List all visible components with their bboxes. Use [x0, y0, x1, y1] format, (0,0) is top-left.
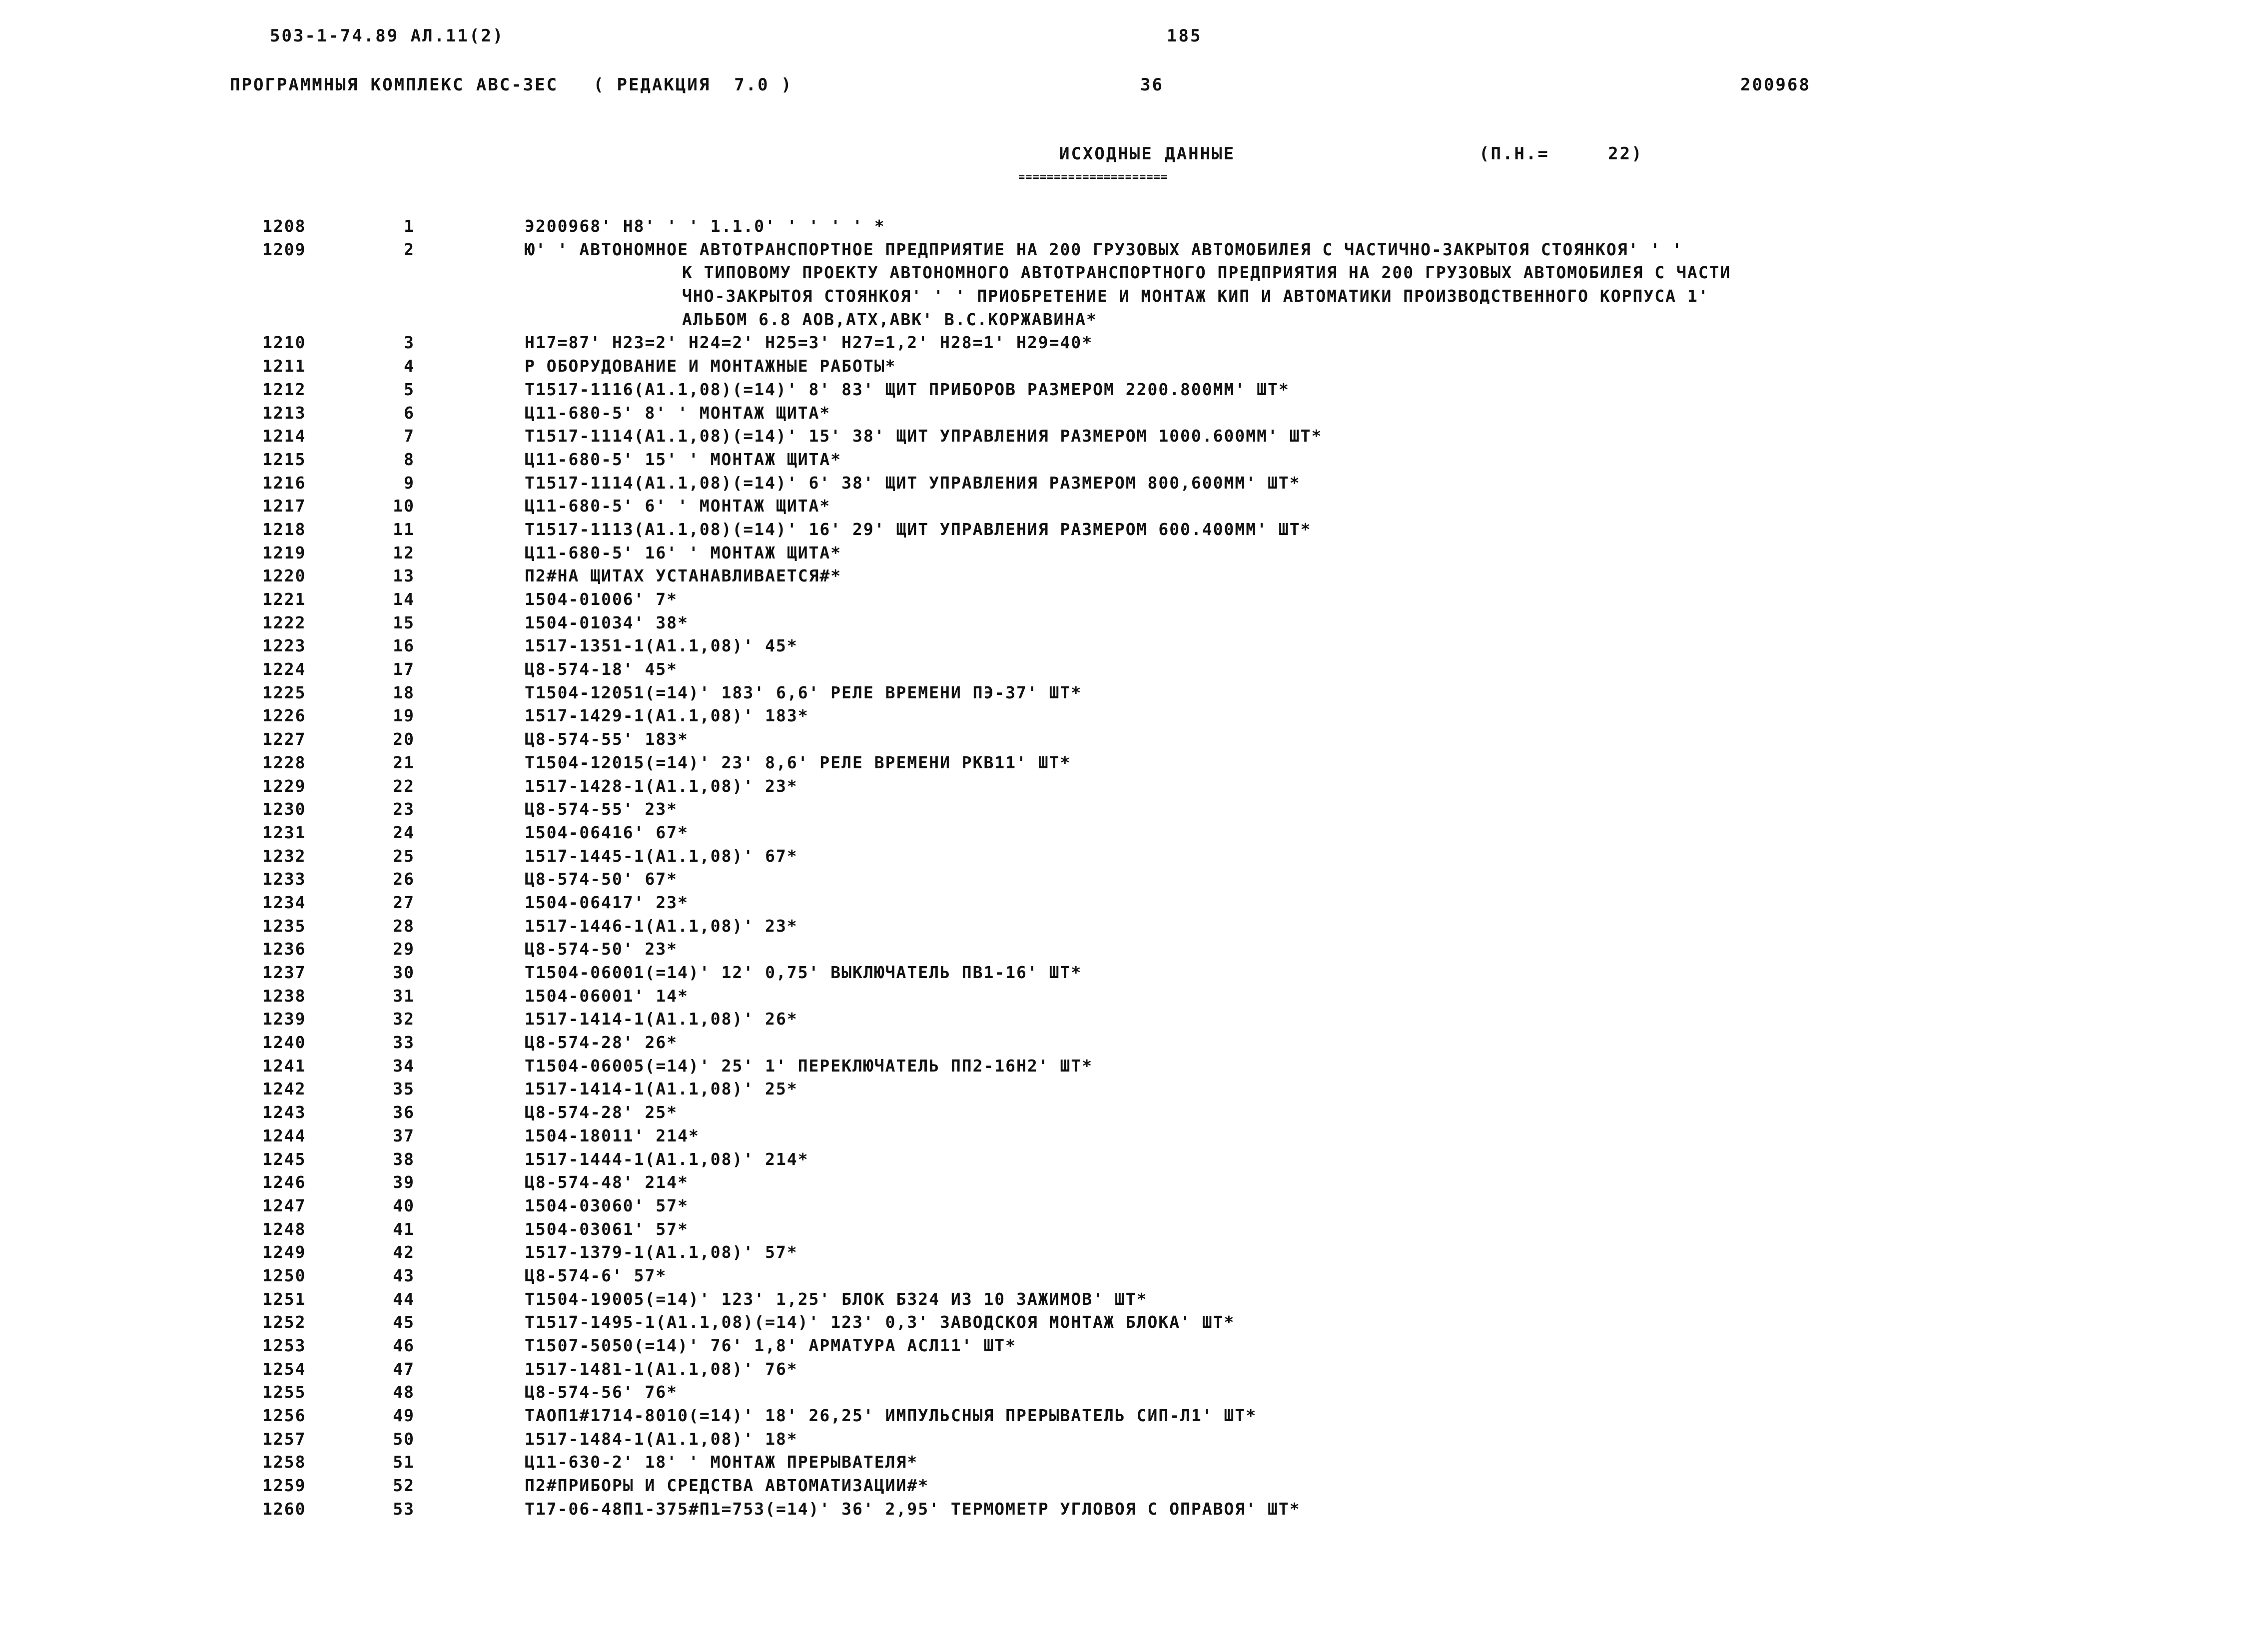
record-index: 8 [404, 449, 415, 469]
table-row [0, 1078, 2243, 1101]
record-index: 44 [393, 1289, 415, 1309]
table-row [0, 1288, 2243, 1311]
line-number: 1216 [262, 473, 306, 493]
table-row [0, 915, 2243, 938]
record-index: 46 [393, 1336, 415, 1355]
record-index: 22 [393, 776, 415, 796]
line-number: 1212 [262, 379, 306, 399]
table-row [0, 1194, 2243, 1218]
line-number: 1255 [262, 1382, 306, 1402]
record-text: 1517-1446-1(А1.1,08)' 23* [525, 916, 798, 936]
record-text: Т1517-1114(А1.1,08)(=14)' 15' 38' ЩИТ УПРАВЛЕНИЯ РАЗМЕРОМ 1000.600ММ' ШТ* [525, 426, 1323, 446]
line-number: 1258 [262, 1452, 306, 1472]
record-text: 1517-1351-1(А1.1,08)' 45* [525, 636, 798, 656]
record-text: Ц8-574-56' 76* [525, 1382, 678, 1402]
record-text: Т1517-1114(А1.1,08)(=14)' 6' 38' ЩИТ УПРАВЛЕНИЯ РАЗМЕРОМ 800,600ММ' ШТ* [525, 473, 1301, 493]
line-number: 1246 [262, 1172, 306, 1192]
table-row [0, 985, 2243, 1008]
record-index: 27 [393, 892, 415, 912]
record-index: 19 [393, 706, 415, 726]
table-row [0, 704, 2243, 728]
record-index: 34 [393, 1056, 415, 1076]
line-number: 1225 [262, 682, 306, 702]
record-index: 38 [393, 1149, 415, 1169]
line-number: 1242 [262, 1079, 306, 1099]
table-row [0, 1381, 2243, 1404]
record-index: 1 [404, 216, 415, 236]
line-number: 1252 [262, 1312, 306, 1332]
table-row [0, 821, 2243, 845]
line-number: 1260 [262, 1499, 306, 1519]
line-number: 1249 [262, 1242, 306, 1262]
table-row [0, 1474, 2243, 1498]
record-index: 40 [393, 1195, 415, 1215]
record-index: 3 [404, 333, 415, 353]
record-index: 25 [393, 846, 415, 866]
record-index: 47 [393, 1359, 415, 1379]
record-text: Ц11-680-5' 8' ' МОНТАЖ ЩИТА* [525, 403, 831, 423]
line-number: 1223 [262, 636, 306, 656]
record-index: 17 [393, 659, 415, 679]
record-text: 1517-1444-1(А1.1,08)' 214* [525, 1149, 809, 1169]
record-index: 9 [404, 473, 415, 493]
record-index: 13 [393, 566, 415, 586]
table-row [0, 1218, 2243, 1241]
table-row [0, 402, 2243, 425]
record-index: 48 [393, 1382, 415, 1402]
record-index: 52 [393, 1476, 415, 1496]
table-row [0, 1428, 2243, 1451]
record-text: 1517-1414-1(А1.1,08)' 25* [525, 1079, 798, 1099]
table-row [0, 1311, 2243, 1334]
line-number: 1256 [262, 1406, 306, 1426]
record-text: Т1517-1113(А1.1,08)(=14)' 16' 29' ЩИТ УПРАВЛЕНИЯ РАЗМЕРОМ 600.400ММ' ШТ* [525, 519, 1312, 539]
line-number: 1222 [262, 612, 306, 632]
record-text: Ц8-574-6' 57* [525, 1265, 667, 1285]
record-index: 33 [393, 1033, 415, 1053]
table-row [0, 1148, 2243, 1171]
line-number: 1214 [262, 426, 306, 446]
record-text: Т1504-12051(=14)' 183' 6,6' РЕЛЕ ВРЕМЕНИ ПЭ-37' ШТ* [525, 682, 1082, 702]
line-number: 1253 [262, 1336, 306, 1355]
record-index: 29 [393, 939, 415, 959]
record-index: 53 [393, 1499, 415, 1519]
record-index: 5 [404, 379, 415, 399]
record-text: Т1517-1116(А1.1,08)(=14)' 8' 83' ЩИТ ПРИБОРОВ РАЗМЕРОМ 2200.800ММ' ШТ* [525, 379, 1290, 399]
record-index: 11 [393, 519, 415, 539]
document-code: 503-1-74.89 АЛ.11(2) [270, 26, 505, 46]
table-row [0, 355, 2243, 378]
line-number: 1228 [262, 752, 306, 772]
table-row [0, 215, 2243, 238]
record-index: 20 [393, 729, 415, 749]
line-number: 1240 [262, 1033, 306, 1053]
line-number: 1226 [262, 706, 306, 726]
record-index: 4 [404, 356, 415, 376]
table-row [0, 1498, 2243, 1521]
table-row [0, 425, 2243, 448]
table-row [0, 1101, 2243, 1124]
record-text: Т1507-5050(=14)' 76' 1,8' АРМАТУРА АСЛ11' ШТ* [525, 1336, 1017, 1355]
line-number: 1247 [262, 1195, 306, 1215]
table-row [0, 938, 2243, 961]
table-row [0, 238, 2243, 262]
line-number: 1224 [262, 659, 306, 679]
table-row [0, 891, 2243, 915]
table-row [0, 448, 2243, 472]
program-title: ПРОГРАММНЫЯ КОМПЛЕКС АВС-3ЕС ( РЕДАКЦИЯ 7.0 ) [230, 75, 793, 95]
line-number: 1208 [262, 216, 306, 236]
table-row [0, 845, 2243, 868]
line-number: 1234 [262, 892, 306, 912]
table-row [0, 658, 2243, 681]
title-underline: ===================== [1018, 171, 1168, 183]
line-number: 1237 [262, 963, 306, 982]
record-text: Ц8-574-28' 26* [525, 1033, 678, 1053]
page-number: 185 [1167, 26, 1202, 46]
record-text: Н17=87' Н23=2' Н24=2' Н25=3' Н27=1,2' Н28=1' Н29=40* [525, 333, 1093, 353]
record-text: 1504-03060' 57* [525, 1195, 689, 1215]
line-number: 1233 [262, 869, 306, 889]
record-index: 50 [393, 1429, 415, 1449]
record-text: 1517-1429-1(А1.1,08)' 183* [525, 706, 809, 726]
table-row [0, 285, 2243, 308]
record-text: Ц11-630-2' 18' ' МОНТАЖ ПРЕРЫВАТЕЛЯ* [525, 1452, 918, 1472]
table-row [0, 1241, 2243, 1264]
line-number: 1259 [262, 1476, 306, 1496]
record-text: Ц8-574-55' 23* [525, 799, 678, 819]
record-text: Ю' ' АВТОНОМНОЕ АВТОТРАНСПОРТНОЕ ПРЕДПРИЯТИЕ НА 200 ГРУЗОВЫХ АВТОМОБИЛЕЯ С ЧАСТИЧНО-ЗАКРЫТОЯ СТОЯНКОЯ' ' ' [525, 239, 1683, 259]
line-number: 1220 [262, 566, 306, 586]
record-text: Ц8-574-55' 183* [525, 729, 689, 749]
record-text: Ц8-574-48' 214* [525, 1172, 689, 1192]
line-number: 1210 [262, 333, 306, 353]
table-row [0, 961, 2243, 985]
table-row [0, 775, 2243, 798]
record-text: Т1504-19005(=14)' 123' 1,25' БЛОК Б324 ИЗ 10 ЗАЖИМОВ' ШТ* [525, 1289, 1148, 1309]
record-text: Т17-06-48П1-375#П1=753(=14)' 36' 2,95' ТЕРМОМЕТР УГЛОВОЯ С ОПРАВОЯ' ШТ* [525, 1499, 1301, 1519]
record-index: 12 [393, 543, 415, 562]
table-row [0, 564, 2243, 588]
table-row [0, 868, 2243, 891]
table-row [0, 495, 2243, 518]
line-number: 1257 [262, 1429, 306, 1449]
record-index: 31 [393, 986, 415, 1006]
record-text: 1517-1379-1(А1.1,08)' 57* [525, 1242, 798, 1262]
record-index: 45 [393, 1312, 415, 1332]
record-index: 42 [393, 1242, 415, 1262]
record-text: Т1504-06001(=14)' 12' 0,75' ВЫКЛЮЧАТЕЛЬ ПВ1-16' ШТ* [525, 963, 1082, 982]
line-number: 1219 [262, 543, 306, 562]
record-index: 2 [404, 239, 415, 259]
record-index: 16 [393, 636, 415, 656]
record-text: Ц8-574-50' 67* [525, 869, 678, 889]
table-row [0, 588, 2243, 611]
data-listing [0, 215, 2243, 1521]
section-title: ИСХОДНЫЕ ДАННЫЕ [1059, 144, 1236, 164]
record-text: Э200968' Н8' ' ' 1.1.0' ' ' ' ' * [525, 216, 885, 236]
line-number: 1250 [262, 1265, 306, 1285]
record-text: Ц11-680-5' 16' ' МОНТАЖ ЩИТА* [525, 543, 842, 562]
section-number: 36 [1140, 75, 1164, 95]
table-row [0, 1334, 2243, 1358]
line-number: 1243 [262, 1102, 306, 1122]
record-index: 41 [393, 1219, 415, 1239]
record-text: Ц8-574-18' 45* [525, 659, 678, 679]
table-row [0, 1031, 2243, 1055]
table-row [0, 681, 2243, 705]
line-number: 1241 [262, 1056, 306, 1076]
record-index: 24 [393, 822, 415, 842]
record-index: 36 [393, 1102, 415, 1122]
line-number: 1245 [262, 1149, 306, 1169]
record-text: 1517-1484-1(А1.1,08)' 18* [525, 1429, 798, 1449]
document-number: 200968 [1740, 75, 1811, 95]
record-text: Р ОБОРУДОВАНИЕ И МОНТАЖНЫЕ РАБОТЫ* [525, 356, 896, 376]
table-row [0, 1171, 2243, 1194]
line-number: 1236 [262, 939, 306, 959]
table-row [0, 751, 2243, 775]
table-row [0, 1451, 2243, 1474]
record-text: 1504-06416' 67* [525, 822, 689, 842]
record-text: 1517-1481-1(А1.1,08)' 76* [525, 1359, 798, 1379]
record-text: ТАОП1#1714-8010(=14)' 18' 26,25' ИМПУЛЬСНЫЯ ПРЕРЫВАТЕЛЬ СИП-Л1' ШТ* [525, 1406, 1257, 1426]
record-text: 1504-01006' 7* [525, 589, 678, 609]
line-number: 1239 [262, 1009, 306, 1029]
record-index: 23 [393, 799, 415, 819]
record-index: 39 [393, 1172, 415, 1192]
record-text: 1504-06001' 14* [525, 986, 689, 1006]
record-text: АЛЬБОМ 6.8 АОВ,АТХ,АВК' В.С.КОРЖАВИНА* [682, 309, 1097, 329]
table-row [0, 611, 2243, 635]
table-row [0, 798, 2243, 821]
line-number: 1213 [262, 403, 306, 423]
line-number: 1231 [262, 822, 306, 842]
record-text: Ц8-574-50' 23* [525, 939, 678, 959]
record-text: Т1504-12015(=14)' 23' 8,6' РЕЛЕ ВРЕМЕНИ РКВ11' ШТ* [525, 752, 1071, 772]
record-text: 1517-1414-1(А1.1,08)' 26* [525, 1009, 798, 1029]
record-index: 10 [393, 496, 415, 516]
line-number: 1232 [262, 846, 306, 866]
record-text: 1504-01034' 38* [525, 612, 689, 632]
record-text: П2#НА ЩИТАХ УСТАНАВЛИВАЕТСЯ#* [525, 566, 842, 586]
line-number: 1217 [262, 496, 306, 516]
table-row [0, 1404, 2243, 1428]
record-text: 1504-06417' 23* [525, 892, 689, 912]
line-number: 1230 [262, 799, 306, 819]
line-number: 1244 [262, 1125, 306, 1145]
record-index: 6 [404, 403, 415, 423]
record-text: 1504-03061' 57* [525, 1219, 689, 1239]
line-number: 1209 [262, 239, 306, 259]
record-text: П2#ПРИБОРЫ И СРЕДСТВА АВТОМАТИЗАЦИИ#* [525, 1476, 929, 1496]
table-row [0, 378, 2243, 402]
record-text: Ц11-680-5' 6' ' МОНТАЖ ЩИТА* [525, 496, 831, 516]
record-text: Т1517-1495-1(А1.1,08)(=14)' 123' 0,3' ЗАВОДСКОЯ МОНТАЖ БЛОКА' ШТ* [525, 1312, 1235, 1332]
line-number: 1211 [262, 356, 306, 376]
record-text: К ТИПОВОМУ ПРОЕКТУ АВТОНОМНОГО АВТОТРАНСПОРТНОГО ПРЕДПРИЯТИЯ НА 200 ГРУЗОВЫХ АВТОМОБИЛЕЯ С ЧАСТИ [682, 263, 1731, 283]
line-number: 1227 [262, 729, 306, 749]
pn-label: (П.Н.= 22) [1479, 144, 1643, 164]
line-number: 1235 [262, 916, 306, 936]
table-row [0, 331, 2243, 355]
record-text: Т1504-06005(=14)' 25' 1' ПЕРЕКЛЮЧАТЕЛЬ ПП2-16Н2' ШТ* [525, 1056, 1093, 1076]
record-index: 32 [393, 1009, 415, 1029]
record-index: 35 [393, 1079, 415, 1099]
line-number: 1251 [262, 1289, 306, 1309]
line-number: 1221 [262, 589, 306, 609]
record-text: Ц11-680-5' 15' ' МОНТАЖ ЩИТА* [525, 449, 842, 469]
record-index: 43 [393, 1265, 415, 1285]
record-index: 28 [393, 916, 415, 936]
table-row [0, 1008, 2243, 1031]
table-row [0, 472, 2243, 495]
record-text: 1517-1445-1(А1.1,08)' 67* [525, 846, 798, 866]
record-index: 18 [393, 682, 415, 702]
table-row [0, 308, 2243, 332]
line-number: 1248 [262, 1219, 306, 1239]
record-index: 49 [393, 1406, 415, 1426]
table-row [0, 1264, 2243, 1288]
record-index: 26 [393, 869, 415, 889]
record-index: 14 [393, 589, 415, 609]
record-index: 21 [393, 752, 415, 772]
record-index: 15 [393, 612, 415, 632]
table-row [0, 1055, 2243, 1078]
record-text: ЧНО-ЗАКРЫТОЯ СТОЯНКОЯ' ' ' ПРИОБРЕТЕНИЕ И МОНТАЖ КИП И АВТОМАТИКИ ПРОИЗВОДСТВЕННОГО КОРПУСА 1' [682, 286, 1709, 306]
record-index: 7 [404, 426, 415, 446]
record-index: 37 [393, 1125, 415, 1145]
table-row [0, 1358, 2243, 1381]
line-number: 1254 [262, 1359, 306, 1379]
line-number: 1218 [262, 519, 306, 539]
table-row [0, 1124, 2243, 1148]
table-row [0, 728, 2243, 751]
line-number: 1215 [262, 449, 306, 469]
table-row [0, 542, 2243, 565]
record-text: 1517-1428-1(А1.1,08)' 23* [525, 776, 798, 796]
table-row [0, 518, 2243, 542]
record-text: 1504-18011' 214* [525, 1125, 700, 1145]
line-number: 1229 [262, 776, 306, 796]
table-row [0, 261, 2243, 285]
record-index: 51 [393, 1452, 415, 1472]
table-row [0, 634, 2243, 658]
record-index: 30 [393, 963, 415, 982]
line-number: 1238 [262, 986, 306, 1006]
record-text: Ц8-574-28' 25* [525, 1102, 678, 1122]
